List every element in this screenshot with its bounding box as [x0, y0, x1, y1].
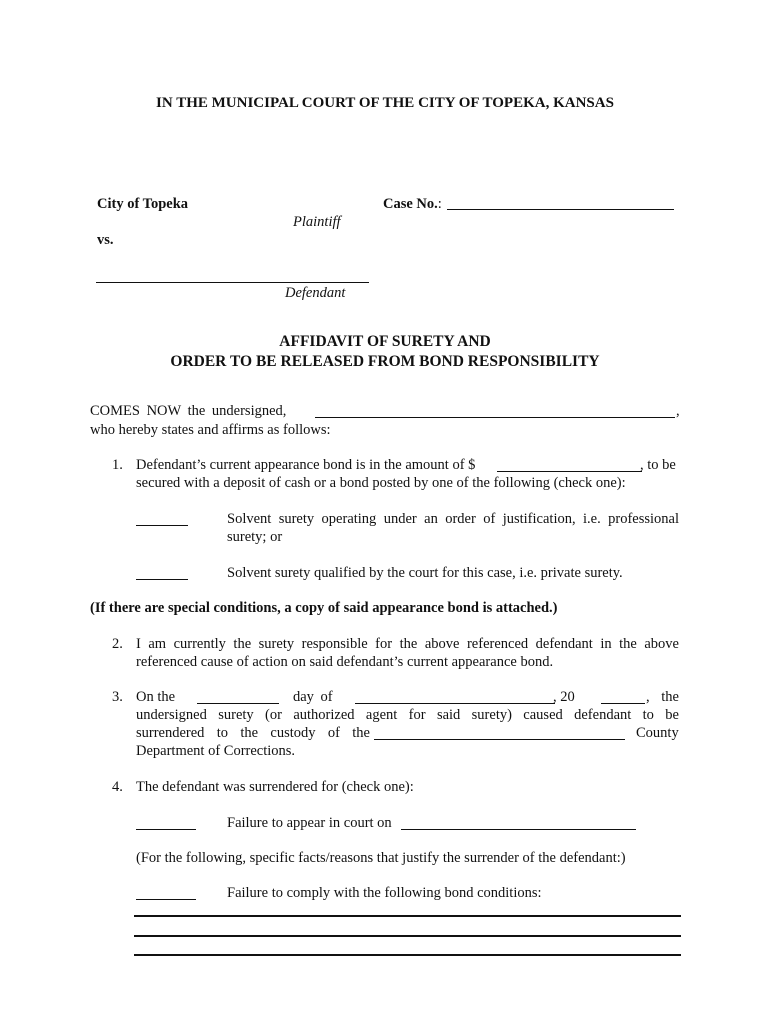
defendant-name-field[interactable] — [96, 282, 369, 283]
defendant-label: Defendant — [285, 285, 346, 301]
item2-line2: referenced cause of action on said defendant’s current appearance bond. — [136, 654, 554, 670]
item3-the: , the — [646, 689, 679, 705]
item3-on-the: On the — [136, 689, 176, 705]
comes-now-text: COMES NOW the undersigned, — [90, 403, 287, 419]
county-name-field[interactable] — [374, 739, 625, 740]
option1-line2: surety; or — [227, 529, 283, 545]
bond-conditions-line-3[interactable] — [134, 954, 681, 956]
item4-text: The defendant was surrendered for (check one): — [136, 779, 414, 795]
item1-number: 1. — [112, 457, 123, 473]
vs-label: vs. — [97, 232, 114, 248]
professional-surety-check[interactable] — [136, 525, 188, 526]
plaintiff-label: Plaintiff — [293, 214, 341, 230]
bond-conditions-line-2[interactable] — [134, 935, 681, 937]
bond-conditions-text: Failure to comply with the following bond conditions: — [227, 885, 542, 901]
item3-comma-20: , 20 — [553, 689, 575, 705]
option1-line1-wrap — [227, 511, 679, 528]
case-no-colon: : — [437, 196, 442, 212]
failure-to-appear-check[interactable] — [136, 829, 196, 830]
surrender-year-field[interactable] — [601, 703, 645, 704]
item3-line3a-wrap — [136, 725, 370, 742]
failure-to-appear-text: Failure to appear in court on — [227, 815, 392, 831]
private-surety-check[interactable] — [136, 579, 188, 580]
option1-line1: Solvent surety operating under an order of justification, i.e. professional — [227, 511, 679, 527]
item2-line1-wrap — [136, 636, 679, 653]
plaintiff-name: City of Topeka — [97, 196, 189, 212]
surrender-month-field[interactable] — [355, 703, 555, 704]
item2-number: 2. — [112, 636, 123, 652]
undersigned-name-field[interactable] — [315, 417, 675, 418]
item1-text-a: Defendant’s current appearance bond is in the amount of $ — [136, 457, 476, 473]
item1-text-b: , to be — [640, 457, 676, 473]
item3-line4: Department of Corrections. — [136, 743, 296, 759]
item3-line3a: surrendered to the custody of the — [136, 725, 370, 741]
affirms-text: who hereby states and affirms as follows: — [90, 422, 331, 438]
case-no-text: Case No. — [383, 196, 438, 212]
item2-line1: I am currently the surety responsible for the above referenced defendant in the above — [136, 636, 679, 652]
case-number-field[interactable] — [447, 209, 674, 210]
item3-number: 3. — [112, 689, 123, 705]
surrender-day-field[interactable] — [197, 703, 279, 704]
court-title: IN THE MUNICIPAL COURT OF THE CITY OF TOPEKA, KANSAS — [156, 95, 614, 111]
item3-line2-wrap — [136, 707, 679, 724]
case-number-label — [383, 196, 442, 213]
special-conditions-note: (If there are special conditions, a copy of said appearance bond is attached.) — [90, 600, 558, 616]
item3-day-of: day of — [293, 689, 333, 705]
item3-line2: undersigned surety (or authorized agent for said surety) caused defendant to be — [136, 707, 679, 723]
bond-conditions-check[interactable] — [136, 899, 196, 900]
item1-text-c: secured with a deposit of cash or a bond posted by one of the following (check one): — [136, 475, 626, 491]
item3-county: County — [636, 725, 679, 741]
form-title-line2: ORDER TO BE RELEASED FROM BOND RESPONSIBILITY — [170, 353, 600, 370]
failure-to-appear-date-field[interactable] — [401, 829, 636, 830]
option2-text: Solvent surety qualified by the court for this case, i.e. private surety. — [227, 565, 623, 581]
comes-now-comma: , — [676, 403, 680, 419]
facts-note: (For the following, specific facts/reasons that justify the surrender of the defendant:) — [136, 850, 626, 866]
bond-amount-field[interactable] — [497, 471, 642, 472]
bond-conditions-line-1[interactable] — [134, 915, 681, 917]
item4-number: 4. — [112, 779, 123, 795]
form-title-line1: AFFIDAVIT OF SURETY AND — [279, 333, 491, 350]
